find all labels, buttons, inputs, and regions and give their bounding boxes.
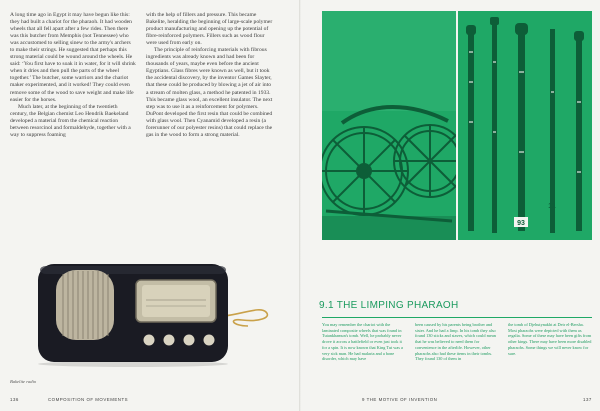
- staves-photo: [458, 11, 592, 240]
- photo-block: [322, 11, 592, 240]
- image-caption: Bakelite radio: [10, 379, 37, 384]
- paragraph: been caused by his parents being brother and sister. And he had a limp. In his tomb they also found 130 sticks and staves, which could mean that he was believed to need them for convenience in the afterlife. However, other pharaohs also had these items in their tombs. They found 130 of them in: [415, 322, 496, 362]
- section-heading: 9.1 THE LIMPING PHARAOH: [319, 300, 459, 311]
- section-text-column-1: [322, 322, 406, 362]
- text-column-2: [146, 12, 274, 139]
- paragraph: A long time ago in Egypt it may have begun like this: they had built a chariot for the pharaoh. It had wooden wheels that all fell apart after a few rides. Then there was this butcher from Memphis (not Tennessee) who was accustomed to selling sinew to the army's archers to make their strings. He suggested that perhaps this strong material could be wound around the wheels. He said: ‘You first have to soak it in water, for it will shrink when it dries and then pull the parts of the wheel together.’ The butcher, some warriors and the chariot maker experimented, and it worked! They could even remove some of the wood to save weight and make life easier for the horses.: [10, 12, 136, 103]
- staff-number-label: 11: [548, 203, 556, 210]
- bakelite-radio-image: [28, 256, 278, 368]
- page-number: 137: [583, 397, 592, 402]
- section-text-column-3: [508, 322, 592, 356]
- paragraph: the tomb of Djehutynakht at Deir el-Bersha. Most pharaohs were depicted with them as regalia. Some of these may have been gifts from other kings. There may have been more disabled pharaohs. Some things we will never know for sure.: [508, 322, 592, 356]
- paragraph: with the help of fillers and pressure. This became Bakelite, heralding the beginning of large-scale polymer product manufacturing and opening up the potential of fibre-reinforced polymers. Fillers such as wood flour were used from early on.: [146, 12, 273, 47]
- section-text-column-2: [415, 322, 499, 362]
- page-number: 136: [10, 397, 19, 402]
- chariot-wheel-photo: [322, 11, 456, 240]
- text-column-1: [10, 12, 136, 139]
- section-rule: [322, 317, 592, 318]
- paragraph: The principle of reinforcing materials with fibrous ingredients was already known and had been for thousands of years, maybe even before the ancient Egyptians. Glass fibres were known as well, but it took the accidental discovery, by the inventor Games Slayter, that these could be produced by blowing a jet of air into a stream of molten glass, a method he patented in 1933. This became glass wool, an excellent insulator. The next step was to use it as a reinforcement for polymers. DuPont developed the first resin that could be combined with glass wool. Then Cyanamid developed a resin (a forerunner of our polyester resins) that could replace the gas in the wood to form a strong material.: [146, 47, 273, 138]
- running-title: COMPOSITION OF MOVEMENTS: [48, 397, 129, 402]
- staff-number-label: 93: [517, 220, 525, 227]
- paragraph: Much later, at the beginning of the twentieth century, the Belgian chemist Leo Hendrik Baekeland developed a material from the chemical reaction between resorcinol and formaldehyde, together with a way to suppress foaming: [10, 103, 131, 138]
- right-page: [300, 0, 600, 411]
- running-title: 9 THE MOTIVE OF INVENTION: [362, 397, 438, 402]
- paragraph: You may remember the chariot with the laminated composite wheels that was found in Tutankhamun's tomb. Well, he probably never drove it across a battlefield or even just took it for a spin. It is now known that King Tut was a very sick man. He had malaria and a bone disorder, which may have: [322, 322, 403, 362]
